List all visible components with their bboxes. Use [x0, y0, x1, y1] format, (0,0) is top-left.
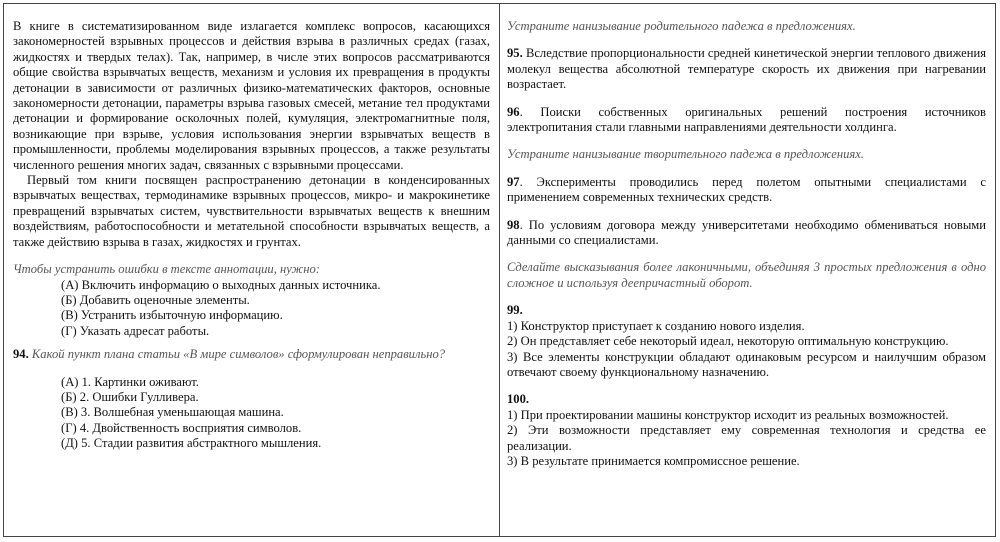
q100-item-1: 1) При проектировании машины конструктор исходит из реальных возможностей.	[507, 407, 949, 422]
q100-number: 100.	[507, 392, 530, 407]
q94-option-c: (В) 3. Волшебная уменьшающая машина.	[61, 405, 284, 420]
q94-question	[13, 347, 490, 362]
q100-item-3: 3) В результате принимается компромиссное решение.	[507, 453, 800, 468]
q99-item-1: 1) Конструктор приступает к созданию нового изделия.	[507, 318, 805, 333]
q96-number: 96	[507, 104, 520, 119]
exercise-table	[3, 3, 996, 537]
q98-number: 98	[507, 217, 520, 232]
right-column	[500, 4, 995, 536]
task-laconic: Сделайте высказывания более лаконичными, объединяя 3 простых предложения в одно сложное и используя деепричастный оборот.	[507, 260, 986, 290]
q99-number: 99.	[507, 303, 523, 318]
q97-text: . Эксперименты проводились перед полетом опытными специалистами с применением современных технических средств.	[507, 174, 986, 205]
q95-number: 95.	[507, 46, 523, 61]
q93-option-a: (А) Включить информацию о выходных данных источника.	[61, 277, 381, 292]
q93-options	[13, 278, 490, 340]
q98	[507, 218, 986, 249]
q94-options	[13, 375, 490, 452]
q97	[507, 175, 986, 206]
q94-option-a: (А) 1. Картинки оживают.	[61, 374, 199, 389]
annotation-paragraph-2: Первый том книги посвящен распространению детонации в конденсированных взрывчатых веществах, термодинамике взрывных процессов, микро- и макрокинетике превращений взрывчатых систем, чувствительности взрывчатых веществ к внешним воздействиям, работоспособности и метательной способности взрывчатых веществ, а также действию взрыва в газах, жидкостях и грунтах.	[13, 173, 490, 249]
q93-prompt: Чтобы устранить ошибки в тексте аннотации, нужно:	[13, 262, 321, 277]
q97-number: 97	[507, 174, 520, 189]
task-genitive: Устраните нанизывание родительного падежа в предложениях.	[507, 19, 856, 33]
q94-prompt: Какой пункт плана статьи «В мире символов» сформулирован неправильно?	[31, 347, 446, 362]
q95	[507, 46, 986, 92]
annotation-paragraph-1: В книге в систематизированном виде излагается комплекс вопросов, касающихся закономерностей взрывных процессов и действия взрыва в различных средах (газах, жидкостях и твердых телах). Так, например, в числе этих вопросов рассматриваются общие свойства взрывчатых веществ, механизм и условия их превращения в продукты детонации в зависимости от различных физико-математических факторов, основные закономерности детонации, параметры взрыва газовых смесей, метание тел продуктами детонации и формирование осколочных полей, кумуляция, электромагнитные поля, возникающие при взрыве, условия использования энергии взрывчатых веществ в промышленности, проблемы моделирования взрывных процессов, а также результаты численного решения многих задач, связанных с взрывными процессами.	[13, 19, 490, 172]
q98-text: . По условиям договора между университетами необходимо обмениваться новыми данными со специалистами.	[507, 217, 986, 248]
q94-option-d: (Г) 4. Двойственность восприятия символов.	[61, 420, 302, 435]
q93-option-d: (Г) Указать адресат работы.	[61, 323, 210, 338]
q94-number: 94.	[13, 347, 29, 362]
q94-option-b: (Б) 2. Ошибки Гулливера.	[61, 389, 199, 404]
q99-item-2: 2) Он представляет себе некоторый идеал, некоторую оптимальную конструкцию.	[507, 334, 949, 349]
q93-option-b: (Б) Добавить оценочные элементы.	[61, 292, 250, 307]
left-column	[4, 4, 500, 536]
q99-item-3: 3) Все элементы конструкции обладают одинаковым ресурсом и наилучшим образом отвечают своему функциональному назначению.	[507, 349, 986, 379]
q100-item-2: 2) Эти возможности представляет ему современная технология и средства ее реализации.	[507, 423, 986, 453]
task-instrumental: Устраните нанизывание творительного падежа в предложениях.	[507, 147, 864, 162]
q95-text: Вследствие пропорциональности средней кинетической энергии теплового движения молекул вещества абсолютной температуре скорость их движения при нагревании возрастает.	[507, 46, 987, 92]
q93-option-c: (В) Устранить избыточную информацию.	[61, 308, 283, 323]
q94-option-e: (Д) 5. Стадии развития абстрактного мышления.	[61, 436, 322, 451]
q96	[507, 105, 986, 136]
q96-text: . Поиски собственных оригинальных решений построения источников электропитания стали главными направлениями деятельности холдинга.	[507, 104, 986, 135]
